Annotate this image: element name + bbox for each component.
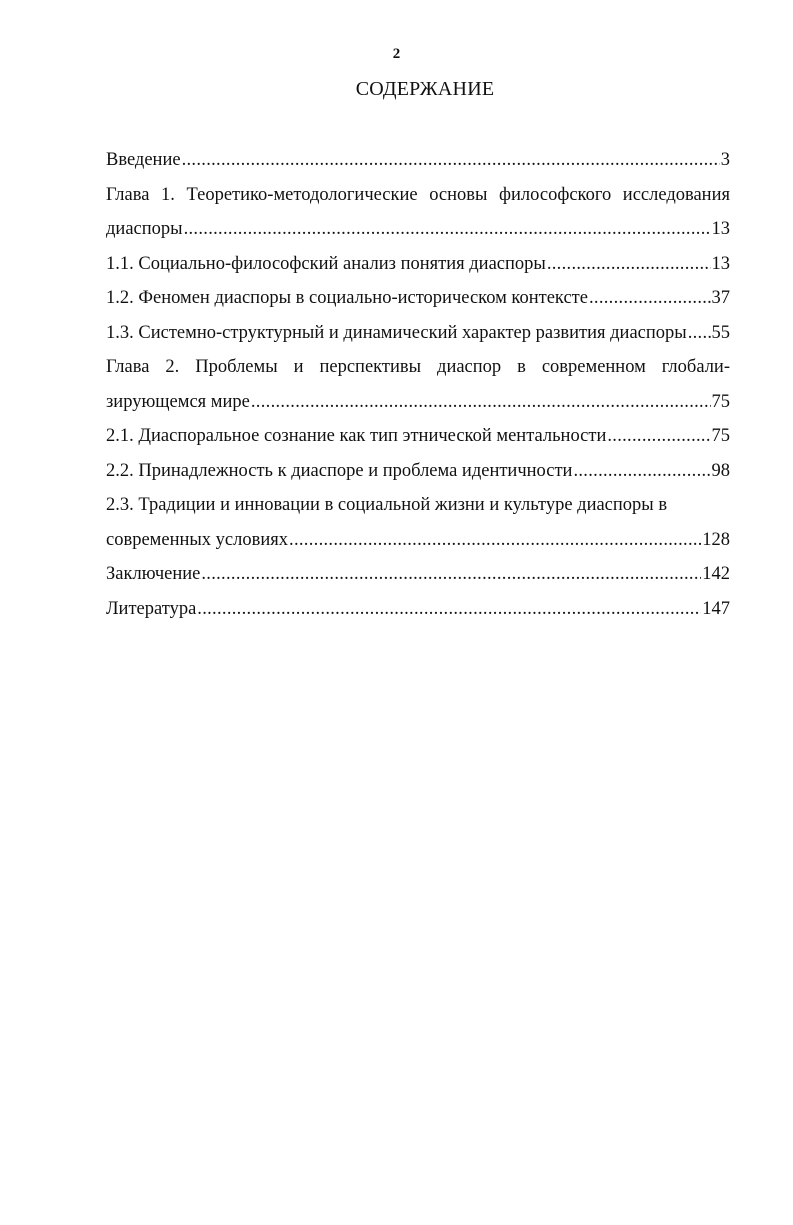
- toc-leader-dots: [607, 422, 710, 450]
- toc-entry-section-2-1[interactable]: [106, 422, 730, 457]
- toc-entry-intro[interactable]: [106, 146, 730, 181]
- toc-label: Введение: [106, 150, 181, 170]
- toc-label: Литература: [106, 598, 197, 619]
- toc-page-number: 142: [702, 564, 730, 584]
- toc-label: диаспоры: [106, 219, 183, 239]
- toc-entry-section-2-3-cont[interactable]: [106, 526, 730, 561]
- toc-label: 1.2. Феномен диаспоры в социально-историческом контексте: [106, 288, 588, 308]
- table-of-contents: [106, 146, 730, 629]
- toc-leader-dots: [547, 250, 711, 278]
- toc-leader-dots: [289, 526, 701, 554]
- toc-leader-dots: [182, 146, 720, 174]
- toc-label: современных условиях: [106, 529, 289, 550]
- toc-label: 1.3. Системно-структурный и динамический характер развития диаспоры: [106, 322, 687, 343]
- toc-page-number: 75: [711, 391, 730, 412]
- page-title: СОДЕРЖАНИЕ: [355, 78, 495, 100]
- toc-entry-chapter-1-cont[interactable]: [106, 215, 730, 250]
- toc-label: 2.2. Принадлежность к диаспоре и проблема идентичности: [106, 460, 573, 481]
- toc-entry-chapter-2[interactable]: [106, 353, 730, 388]
- toc-leader-dots: [589, 284, 711, 312]
- toc-leader-dots: [688, 319, 711, 347]
- toc-label: 1.1. Социально-философский анализ понятия диаспоры: [106, 253, 546, 274]
- toc-page-number: 128: [702, 529, 730, 550]
- toc-label: Глава 2. Проблемы и перспективы диаспор в современном глобали-: [106, 357, 730, 377]
- toc-entry-conclusion[interactable]: [106, 560, 730, 595]
- toc-entry-section-1-1[interactable]: [106, 250, 730, 285]
- toc-page-number: 13: [711, 253, 730, 274]
- toc-entry-section-2-2[interactable]: [106, 457, 730, 492]
- toc-page-number: 55: [711, 322, 730, 343]
- toc-leader-dots: [184, 215, 711, 243]
- toc-label: зирующемся мире: [106, 391, 250, 412]
- toc-label: 2.1. Диаспоральное сознание как тип этнической ментальности: [106, 426, 607, 446]
- toc-label: 2.3. Традиции и инновации в социальной жизни и культуре диаспоры в: [106, 495, 668, 515]
- toc-leader-dots: [197, 595, 701, 623]
- toc-entry-section-1-2[interactable]: [106, 284, 730, 319]
- toc-entry-chapter-2-cont[interactable]: [106, 388, 730, 423]
- toc-leader-dots: [201, 560, 701, 588]
- page-number: 2: [392, 46, 401, 62]
- toc-page-number: 3: [720, 150, 730, 170]
- toc-entry-chapter-1[interactable]: [106, 181, 730, 216]
- toc-entry-literature[interactable]: [106, 595, 730, 630]
- toc-label: Заключение: [106, 564, 201, 584]
- toc-label: Глава 1. Теоретико-методологические основы философского исследования: [106, 184, 730, 205]
- toc-entry-section-2-3[interactable]: [106, 491, 730, 526]
- toc-page-number: 13: [711, 219, 730, 239]
- toc-leader-dots: [251, 388, 711, 416]
- toc-page-number: 37: [711, 288, 730, 308]
- toc-page-number: 147: [702, 598, 730, 619]
- toc-page-number: 98: [711, 460, 730, 481]
- toc-page-number: 75: [711, 426, 730, 446]
- toc-entry-section-1-3[interactable]: [106, 319, 730, 354]
- toc-leader-dots: [573, 457, 710, 485]
